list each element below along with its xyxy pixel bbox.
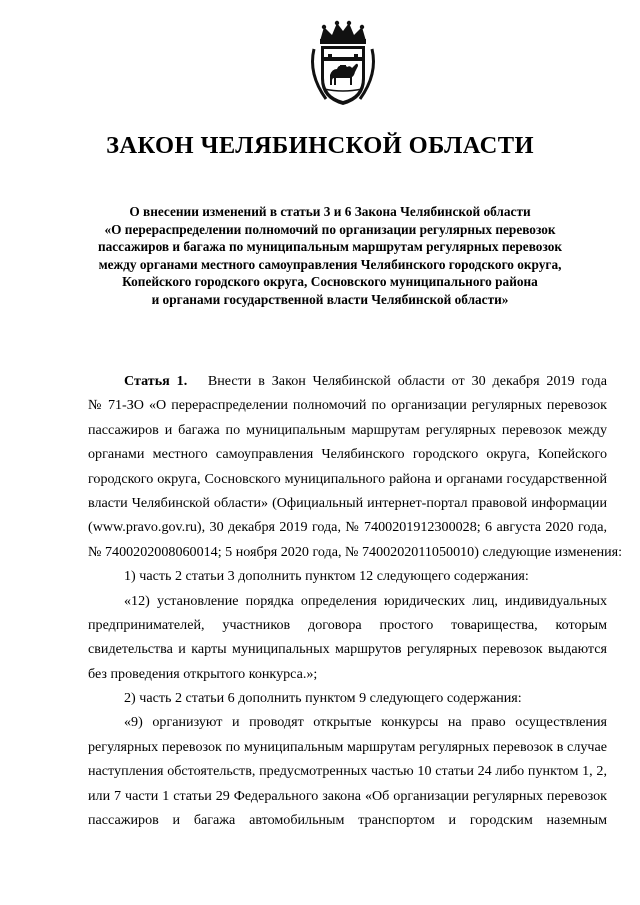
subtitle-line: О внесении изменений в статьи 3 и 6 Закона Челябинской области xyxy=(129,204,531,219)
article-line: № 71-ЗО «О перераспределении полномочий по организации регулярных перевозок xyxy=(88,397,607,414)
subtitle-line: между органами местного самоуправления Челябинского городского округа, xyxy=(98,256,562,272)
article-line: № 7400202008060014; 5 ноября 2020 года, № 7400202011050010) следующие изменения: xyxy=(88,543,623,560)
item2-line: или 7 части 1 статьи 29 Федерального закона «Об организации регулярных перевозок xyxy=(88,787,607,804)
subtitle-line: «О перераспределении полномочий по организации регулярных перевозок xyxy=(104,221,556,237)
item2-line: «9) организуют и проводят открытые конкурсы на право осуществления xyxy=(124,714,607,731)
article-first-line xyxy=(88,369,607,393)
item1-line: «12) установление порядка определения юридических лиц, индивидуальных xyxy=(124,592,607,609)
document-subtitle xyxy=(60,203,600,309)
subtitle-line: пассажиров и багажа по муниципальным маршрутам регулярных перевозок xyxy=(97,239,563,255)
item2-line: наступления обстоятельств, предусмотренных частью 10 статьи 24 либо пунктом 1, 2, xyxy=(88,763,607,780)
item1-line: без проведения открытого конкурса.»; xyxy=(88,665,318,682)
article-first-line-text: Внести в Закон Челябинской области от 30 декабря 2019 года xyxy=(207,373,607,389)
item2-line: регулярных перевозок по муниципальным маршрутам регулярных перевозок в случае xyxy=(88,738,607,755)
article-label: Статья 1. xyxy=(124,373,188,389)
article-line: пассажиров и багажа по муниципальным маршрутам регулярных перевозок между xyxy=(88,421,607,438)
article-line: органами местного самоуправления Челябинского городского округа, Копейского xyxy=(88,446,607,463)
article-line: власти Челябинской области» (Официальный интернет-портал правовой информации xyxy=(88,494,607,511)
article-line: городского округа, Сосновского муниципального района и органами государственной xyxy=(88,470,607,487)
article-line: (www.pravo.gov.ru), 30 декабря 2019 года, № 7400201912300028; 6 августа 2020 года, xyxy=(88,519,607,536)
item1-line: предпринимателей, участников договора простого товарищества, которым xyxy=(88,616,607,633)
chelyabinsk-coat-of-arms-icon xyxy=(306,19,380,107)
subtitle-line: и органами государственной власти Челябинской области» xyxy=(151,291,509,307)
document-body xyxy=(88,369,623,832)
subtitle-line: Копейского городского округа, Сосновского муниципального района xyxy=(122,274,538,290)
item2-intro: 2) часть 2 статьи 6 дополнить пунктом 9 следующего содержания: xyxy=(124,690,522,707)
item1-intro: 1) часть 2 статьи 3 дополнить пунктом 12 следующего содержания: xyxy=(124,568,529,585)
document-title: ЗАКОН ЧЕЛЯБИНСКОЙ ОБЛАСТИ xyxy=(106,132,534,159)
item2-line: пассажиров и багажа автомобильным транспортом и городским наземным xyxy=(88,812,607,829)
item1-line: свидетельства и карты муниципальных маршрутов регулярных перевозок выдаются xyxy=(88,641,607,658)
